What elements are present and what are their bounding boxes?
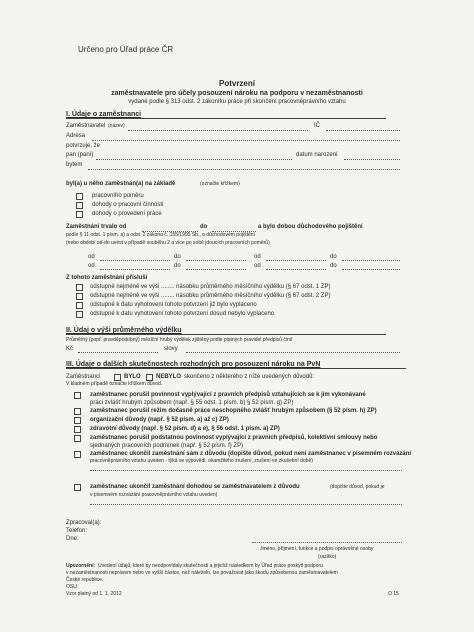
severance-2-label: odstupné nejméně ve výši ........ násobku průměrného měsíčního výdělku (§ 67 odst. 2 ZP) bbox=[90, 293, 331, 299]
option-employment-label: pracovního poměru bbox=[92, 193, 144, 199]
signature-label: Jméno, příjmení, funkce a podpis oprávněné osoby bbox=[260, 546, 374, 552]
reason-3-label: organizační důvody (např. § 52 písm. a) až c) ZP) bbox=[90, 417, 229, 423]
severance-heading: Z tohoto zaměstnání přísluší bbox=[66, 275, 148, 281]
period-1-to-label: do bbox=[174, 254, 181, 260]
section-2-heading: II. Údaj o výši průměrného výdělku bbox=[66, 327, 182, 334]
reason-1-detail: práci zvlášť hrubým způsobem (např. § 55 odst. 1 písm. b) § 52 písm. g) ZP) bbox=[90, 400, 294, 406]
severance-4-label: odstupné k datu vyhotovení tohoto potvrzení dosud nebylo vyplaceno bbox=[90, 311, 275, 317]
period-1-from-field[interactable] bbox=[100, 260, 170, 261]
words-field[interactable] bbox=[186, 352, 400, 353]
reason-6-field[interactable] bbox=[90, 470, 402, 471]
person-field[interactable] bbox=[96, 159, 292, 160]
ico-field[interactable] bbox=[326, 130, 400, 131]
confirm-label: potvrzuje, že bbox=[66, 143, 101, 149]
section-1-heading: I. Údaje o zaměstnanci bbox=[66, 111, 142, 118]
processed-label: Zpracoval(a): bbox=[66, 520, 102, 526]
reason-7-checkbox[interactable] bbox=[74, 484, 81, 491]
form-code-left: OSU bbox=[66, 584, 77, 590]
stamp-label: (razítko) bbox=[318, 554, 337, 560]
office-label: Určeno pro Úřad práce ČR bbox=[78, 45, 174, 54]
kc-label: Kč bbox=[66, 346, 74, 352]
valid-from: Vzor platný od 1. 1. 2012 bbox=[66, 591, 122, 597]
form-subtitle-2: vydané podle § 313 odst. 2 zákoníku práce při skončení pracovněprávního vztahu bbox=[128, 99, 346, 105]
duration-label: Zaměstnání trvalo od bbox=[66, 224, 127, 230]
option-job-agreement-checkbox[interactable] bbox=[76, 211, 83, 218]
reason-5-detail: sjednaných pracovních podmínek (např. § 52 písm. f) ZP) bbox=[90, 443, 244, 449]
duration-law: podle § 11 odst. 1 písm. a) a odst. 2 zákona č. 155/1995 Sb., o důchodovém pojištění bbox=[66, 232, 255, 238]
agreement-field[interactable] bbox=[90, 504, 402, 505]
warning-text: Uvedení údajů, které by neodpovídaly skutečnosti a jejichž následkem by Úřad práce poskytl podporu bbox=[98, 563, 323, 569]
severance-4-checkbox[interactable] bbox=[76, 311, 83, 318]
relation-hint: (označte křížkem) bbox=[200, 181, 240, 187]
period-1-from-label: od bbox=[88, 254, 95, 260]
section-3-hint: V kladném případě označte křížkem důvod. bbox=[66, 381, 163, 387]
dob-label: datum narození bbox=[296, 152, 338, 158]
signature-field[interactable] bbox=[252, 542, 402, 543]
form-title: Potvrzení bbox=[218, 79, 255, 88]
period-4-to-label: do bbox=[330, 263, 337, 269]
duration-to-label: do bbox=[200, 224, 208, 230]
option-employment-checkbox[interactable] bbox=[76, 193, 83, 200]
section-3-heading: III. Údaje o dalších skutečnostech rozhodných pro posouzení nároku na PvN bbox=[66, 361, 321, 368]
agreement-hint-2: v písemném rozvázání pracovněprávního vztahu uveden) bbox=[90, 492, 218, 498]
reason-5-label: zaměstnanec porušil podstatnou povinnost vyplývající z pravních předpisů, kolektivní smlouvy nebo bbox=[90, 435, 378, 441]
reason-1-checkbox[interactable] bbox=[74, 392, 81, 399]
period-2-to-label: do bbox=[330, 254, 337, 260]
option-work-agreement-checkbox[interactable] bbox=[76, 202, 83, 209]
severance-1-checkbox[interactable] bbox=[76, 284, 83, 291]
warning-label: Upozornění: bbox=[66, 563, 96, 569]
reason-5-checkbox[interactable] bbox=[74, 435, 81, 442]
severance-2-checkbox[interactable] bbox=[76, 293, 83, 300]
warning-text-3: České republice. bbox=[66, 577, 104, 583]
bylo-checkbox[interactable] bbox=[114, 374, 121, 381]
duration-law-note: (nebo období od-do uvést v případě souběhu 2 a více po sobě jdoucích pracovních poměrů) bbox=[66, 240, 270, 246]
severance-1-label: odstupné nejméně ve výši ........ násobku průměrného měsíčního výdělku (§ 67 odst. 1 ZP) bbox=[90, 284, 331, 290]
employer-label: Zaměstnavatel bbox=[66, 123, 106, 129]
period-3-from-label: od bbox=[88, 263, 95, 269]
period-3-to-label: do bbox=[174, 263, 181, 269]
period-2-from-label: od bbox=[254, 254, 261, 260]
reason-4-checkbox[interactable] bbox=[74, 426, 81, 433]
relation-label: byl(a) u něho zaměstnán(a) na základě bbox=[66, 181, 176, 187]
reason-3-checkbox[interactable] bbox=[74, 417, 81, 424]
employer-hint: (název) bbox=[108, 123, 125, 129]
phone-label: Telefon: bbox=[66, 528, 88, 534]
address-label: Adresa bbox=[66, 133, 86, 139]
warning-text-2: v nezaměstnanosti neprávem nebo ve vyšší částce, než náleželo, lze považovat jako škodu způsobenou zaměstnavatelem bbox=[66, 570, 338, 576]
reason-2-checkbox[interactable] bbox=[74, 408, 81, 415]
form-code-right: O 15 bbox=[388, 591, 399, 597]
nebylo-checkbox[interactable] bbox=[146, 374, 153, 381]
form-subtitle: zaměstnavatele pro účely posouzení nároku na podporu v nezaměstnanosti bbox=[111, 90, 363, 97]
period-2-to-field[interactable] bbox=[342, 260, 400, 261]
nebylo-label: NEBYLO bbox=[156, 374, 182, 380]
reason-6-detail: pracovněprávního vztahu uveden - týká se výpovědi, okamžitého zrušení, zrušení ve zkušební době) bbox=[90, 458, 313, 464]
reason-6-label: zaměstnanec ukončil zaměstnání sám z důvodu (dopište důvod, pokud není zaměstnanec v písemném rozvázání bbox=[90, 451, 412, 457]
person-label: pan (paní) bbox=[66, 152, 94, 158]
agreement-hint: (dopište důvod, pokud je bbox=[330, 484, 385, 490]
dob-field[interactable] bbox=[344, 159, 400, 160]
severance-3-checkbox[interactable] bbox=[76, 302, 83, 309]
residence-label: bytem bbox=[66, 162, 83, 168]
average-income-text: Průměrný (popř. pravděpodobný) měsíční hrubý výdělek zjištěný podle platných pravidel předpisů činil bbox=[66, 337, 292, 343]
words-label: slovy bbox=[164, 346, 178, 352]
terminated-text: skončeno z některého z níže uvedených důvodů: bbox=[184, 374, 315, 380]
ico-label: IČ bbox=[314, 123, 320, 129]
kc-field[interactable] bbox=[78, 352, 158, 353]
duration-pension-label: a bylo dobou důchodového pojištění bbox=[258, 224, 363, 230]
reason-1-label: zaměstnanec porušil povinnost vyplývající z pravních předpisů vztahujících se k jím vykonávané bbox=[90, 392, 366, 398]
period-3-to-field[interactable] bbox=[186, 269, 246, 270]
date-label: Dne: bbox=[66, 536, 79, 542]
agreement-label: zaměstnanec ukončil zaměstnání dohodou se zaměstnavatelem z důvodu bbox=[90, 484, 300, 490]
reason-2-label: zaměstnanec porušil režim dočasně práce neschopného zvlášť hrubým způsobem (§ 52 písm. h) ZP) bbox=[90, 408, 377, 414]
bylo-label: BYLO bbox=[124, 374, 141, 380]
reason-4-label: zdravotní důvody (např. § 52 písm. d) a e), § 56 odst. 1 písm. a) ZP) bbox=[90, 426, 280, 432]
address-field[interactable] bbox=[92, 140, 400, 141]
employer-field[interactable] bbox=[128, 130, 308, 131]
option-job-agreement-label: dohody o provedení práce bbox=[92, 211, 162, 217]
period-2-from-field[interactable] bbox=[266, 260, 326, 261]
period-4-to-field[interactable] bbox=[342, 269, 400, 270]
severance-3-label: odstupné k datu vyhotovení tohoto potvrzení již bylo vyplaceno bbox=[90, 302, 257, 308]
period-4-from-label: od bbox=[254, 263, 261, 269]
period-1-to-field[interactable] bbox=[186, 260, 246, 261]
employee-label: Zaměstnanci bbox=[66, 374, 101, 380]
reason-6-checkbox[interactable] bbox=[74, 451, 81, 458]
residence-field[interactable] bbox=[88, 169, 400, 170]
period-3-from-field[interactable] bbox=[100, 269, 170, 270]
period-4-from-field[interactable] bbox=[266, 269, 326, 270]
option-work-agreement-label: dohody o pracovní činnosti bbox=[92, 202, 164, 208]
